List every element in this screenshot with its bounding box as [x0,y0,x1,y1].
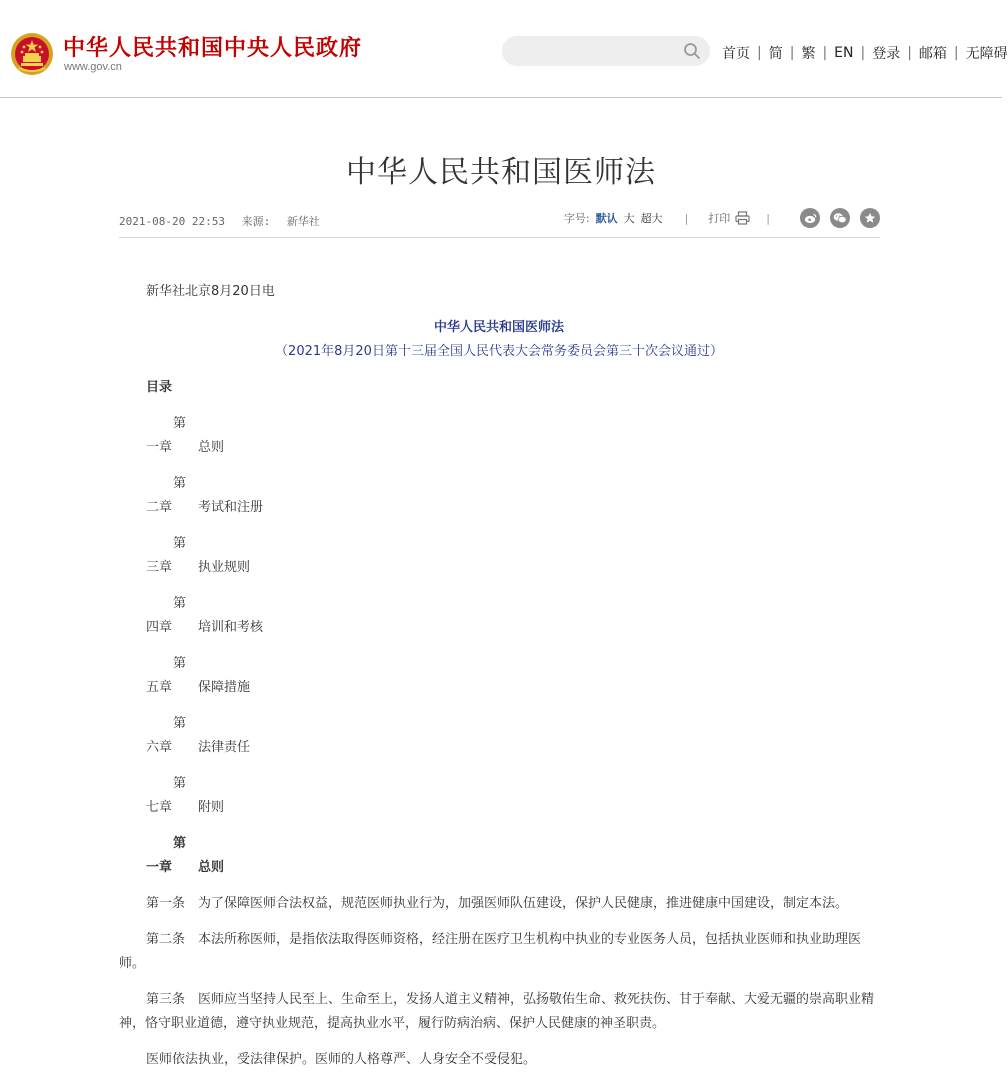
toc-chapter-item [119,412,879,460]
nav-home[interactable]: 首页 [722,46,750,62]
article-body [119,280,879,1084]
font-size-label: 字号: [563,212,590,225]
chapter-name: 保障措施 [198,680,251,695]
chapter-name: 培训和考核 [198,620,264,635]
article-meta [119,205,880,238]
nav-separator: | [757,45,762,61]
chapter-heading [119,832,879,880]
site-url[interactable]: www.gov.cn [64,61,122,73]
nav-separator: | [953,45,959,61]
search-box[interactable] [502,36,710,66]
chapter-name: 总则 [198,440,225,455]
search-icon[interactable] [683,42,701,60]
nav-mailbox[interactable]: 邮箱 [918,46,947,62]
law-title: 中华人民共和国医师法 [433,320,564,335]
toolbar-separator: | [684,211,689,225]
nav-separator: | [860,45,866,61]
wechat-icon[interactable] [830,208,850,228]
article-paragraph: 第二条 本法所称医师，是指依法取得医师资格，经注册在医疗卫生机构中执业的专业医务人员，包括执业医师和执业助理医师。 [119,932,862,971]
nav-separator: | [789,45,795,61]
source-name: 新华社 [286,215,320,228]
chapter-number: 第七章 [146,776,187,815]
font-size-large[interactable]: 大 [623,212,635,225]
article-title: 中华人民共和国医师法 [346,155,656,190]
weibo-icon[interactable] [800,208,820,228]
font-size-default[interactable]: 默认 [595,212,618,225]
nav-login[interactable]: 登录 [872,46,901,62]
dateline: 新华社北京8月20日电 [146,284,275,299]
chapter-number: 第六章 [146,716,187,755]
print-button[interactable] [708,210,750,226]
toc-chapter-item [119,592,879,640]
chapter-heading-number: 第一章 [146,836,187,875]
nav-english[interactable]: EN [834,45,854,61]
chapter-name: 考试和注册 [198,500,264,515]
national-emblem-icon[interactable] [10,32,54,76]
printer-icon [735,211,750,225]
chapter-heading-name: 总则 [198,860,225,875]
chapter-name: 附则 [198,800,225,815]
favorite-icon[interactable] [860,208,880,228]
toc-chapter-item [119,772,879,820]
article-paragraph: 第三条 医师应当坚持人民至上、生命至上，发扬人道主义精神，弘扬敬佑生命、救死扶伤、甘于奉献、大爱无疆的崇高职业精神，恪守职业道德，遵守执业规范，提高执业水平，履行防病治病、保护人民健康的神圣职责。 [119,992,875,1031]
site-header [0,0,1008,98]
nav-traditional[interactable]: 繁 [801,46,816,62]
chapter-number: 第二章 [146,476,187,515]
chapter-number: 第一章 [146,416,187,455]
toc-chapter-item [119,652,879,700]
meta-tools [564,205,880,231]
nav-accessibility[interactable]: 无障碍 [965,46,1008,62]
chapter-number: 第三章 [146,536,187,575]
toc-chapter-item [119,712,879,760]
chapter-number: 第五章 [146,656,187,695]
toolbar-separator: | [766,211,770,225]
toc-chapter-item [119,532,879,580]
chapter-number: 第四章 [146,596,187,635]
nav-separator: | [822,45,828,61]
toc-label: 目录 [146,380,173,395]
nav-separator: | [907,45,912,61]
article-paragraph: 第一条 为了保障医师合法权益，规范医师执业行为，加强医师队伍建设，保护人民健康，推进健康中国建设，制定本法。 [146,896,849,911]
print-label: 打印 [708,212,731,225]
publish-datetime: 2021-08-20 22:53 [119,215,225,228]
toc-chapter-item [119,472,879,520]
nav-simplified[interactable]: 简 [768,46,783,62]
law-subtitle: （2021年8月20日第十三届全国人民代表大会常务委员会第三十次会议通过） [275,344,723,359]
top-nav [722,43,1008,63]
search-input[interactable] [502,36,684,66]
site-title[interactable]: 中华人民共和国中央人民政府 [63,36,363,61]
chapter-name: 执业规则 [198,560,251,575]
chapter-name: 法律责任 [198,740,251,755]
article-paragraph: 医师依法执业，受法律保护。医师的人格尊严、人身安全不受侵犯。 [146,1052,537,1067]
meta-info [119,213,330,229]
source-label: 来源: [241,215,271,228]
font-size-xlarge[interactable]: 超大 [640,212,663,225]
